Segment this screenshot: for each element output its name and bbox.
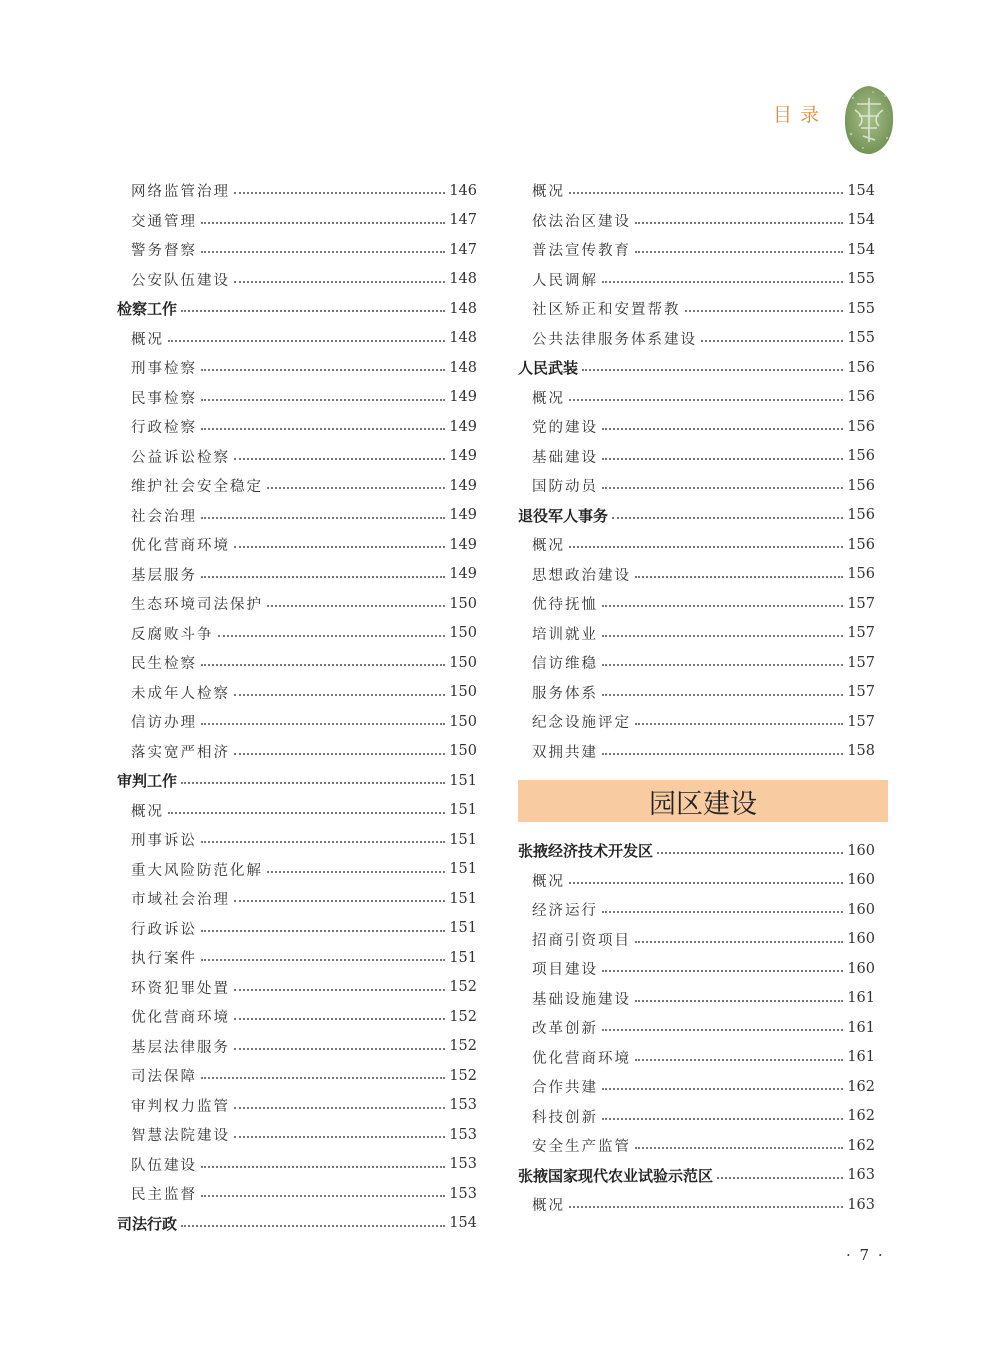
toc-entry-title: 民事检察 — [131, 390, 197, 407]
dot-leader — [569, 1205, 843, 1208]
toc-entry-title: 优化营商环境 — [131, 1010, 230, 1027]
toc-entry-page: 154 — [847, 212, 875, 229]
dot-leader — [717, 1176, 843, 1179]
toc-entry[interactable] — [518, 530, 875, 560]
toc-entry[interactable] — [518, 707, 875, 737]
toc-entry-title: 纪念设施评定 — [532, 715, 631, 732]
toc-entry[interactable] — [518, 895, 875, 925]
dot-leader — [602, 910, 843, 913]
dot-leader — [635, 1058, 843, 1061]
toc-entry-page: 146 — [449, 182, 477, 199]
toc-entry-page: 161 — [847, 990, 875, 1007]
toc-entry-title: 项目建设 — [532, 962, 598, 979]
dot-leader — [201, 663, 445, 666]
toc-entry-page: 151 — [449, 949, 477, 966]
dot-leader — [168, 339, 445, 342]
toc-entry[interactable] — [117, 324, 477, 354]
toc-right-top-list — [518, 176, 875, 766]
toc-section-entry[interactable] — [117, 766, 477, 796]
toc-entry-page: 147 — [449, 241, 477, 258]
toc-entry[interactable] — [117, 943, 477, 973]
toc-entry[interactable] — [518, 925, 875, 955]
toc-left-column — [117, 176, 477, 1238]
toc-entry[interactable] — [117, 589, 477, 619]
toc-entry-page: 162 — [847, 1108, 875, 1125]
dot-leader — [181, 781, 445, 784]
toc-entry-title: 社区矫正和安置帮教 — [532, 302, 681, 319]
toc-entry-title: 依法治区建设 — [532, 213, 631, 230]
toc-entry-page: 156 — [847, 418, 875, 435]
dot-leader — [635, 221, 843, 224]
toc-entry-title: 环资犯罪处置 — [131, 980, 230, 997]
toc-entry[interactable] — [518, 1190, 875, 1220]
toc-entry-title: 公安队伍建设 — [131, 272, 230, 289]
toc-entry-title: 落实宽严相济 — [131, 744, 230, 761]
toc-entry[interactable] — [117, 235, 477, 265]
toc-entry-page: 149 — [449, 566, 477, 583]
toc-entry-page: 148 — [449, 300, 477, 317]
toc-entry-page: 150 — [449, 654, 477, 671]
dot-leader — [201, 398, 445, 401]
toc-entry-title: 信访维稳 — [532, 656, 598, 673]
toc-entry-title: 检察工作 — [117, 300, 178, 319]
toc-entry[interactable] — [518, 1013, 875, 1043]
dot-leader — [657, 851, 843, 854]
dot-leader — [267, 604, 445, 607]
toc-entry[interactable] — [117, 619, 477, 649]
toc-entry[interactable] — [117, 530, 477, 560]
toc-entry-page: 152 — [449, 1038, 477, 1055]
toc-entry-title: 警务督察 — [131, 243, 197, 260]
toc-entry-page: 158 — [847, 743, 875, 760]
toc-entry-title: 党的建设 — [532, 420, 598, 437]
dot-leader — [582, 368, 843, 371]
seal-stamp-icon — [843, 84, 895, 156]
toc-entry-page: 147 — [449, 212, 477, 229]
toc-entry[interactable] — [518, 954, 875, 984]
toc-entry-title: 服务体系 — [532, 685, 598, 702]
toc-entry-title: 民主监督 — [131, 1187, 197, 1204]
toc-entry-title: 重大风险防范化解 — [131, 862, 263, 879]
dot-leader — [201, 1076, 445, 1079]
toc-entry[interactable] — [117, 1150, 477, 1180]
dot-leader — [201, 250, 445, 253]
toc-entry-page: 163 — [847, 1196, 875, 1213]
toc-entry-page: 154 — [449, 1215, 477, 1232]
dot-leader — [569, 398, 843, 401]
toc-entry[interactable] — [518, 1102, 875, 1132]
toc-entry-page: 156 — [847, 536, 875, 553]
toc-entry[interactable] — [117, 353, 477, 383]
dot-leader — [234, 1017, 445, 1020]
toc-entry-page: 157 — [847, 654, 875, 671]
dot-leader — [602, 752, 843, 755]
dot-leader — [612, 516, 843, 519]
toc-entry-title: 行政诉讼 — [131, 921, 197, 938]
toc-entry-title: 国防动员 — [532, 479, 598, 496]
toc-entry-page: 149 — [449, 448, 477, 465]
toc-entry-title: 司法行政 — [117, 1214, 178, 1233]
toc-entry[interactable] — [518, 235, 875, 265]
dot-leader — [569, 881, 843, 884]
toc-entry[interactable] — [518, 206, 875, 236]
dot-leader — [234, 1135, 445, 1138]
dot-leader — [201, 1194, 445, 1197]
toc-entry-title: 双拥共建 — [532, 744, 598, 761]
toc-entry-title: 队伍建设 — [131, 1157, 197, 1174]
toc-entry-title: 未成年人检察 — [131, 685, 230, 702]
toc-entry-page: 160 — [847, 931, 875, 948]
toc-entry[interactable] — [518, 560, 875, 590]
toc-entry-title: 执行案件 — [131, 951, 197, 968]
toc-entry-page: 160 — [847, 872, 875, 889]
toc-entry-page: 153 — [449, 1156, 477, 1173]
toc-entry-title: 反腐败斗争 — [131, 626, 214, 643]
toc-entry-page: 148 — [449, 271, 477, 288]
toc-entry-page: 151 — [449, 831, 477, 848]
toc-entry-title: 普法宣传教育 — [532, 243, 631, 260]
toc-entry[interactable] — [117, 1061, 477, 1091]
toc-entry-page: 152 — [449, 1008, 477, 1025]
dot-leader — [201, 958, 445, 961]
toc-entry-title: 行政检察 — [131, 420, 197, 437]
toc-entry[interactable] — [518, 442, 875, 472]
toc-entry[interactable] — [117, 1032, 477, 1062]
toc-entry-title: 张掖经济技术开发区 — [518, 842, 654, 861]
toc-entry-page: 156 — [847, 477, 875, 494]
dot-leader — [234, 280, 445, 283]
toc-entry-title: 退役军人事务 — [518, 506, 609, 525]
toc-entry-page: 155 — [847, 271, 875, 288]
toc-entry[interactable] — [117, 560, 477, 590]
toc-entry-page: 149 — [449, 536, 477, 553]
toc-entry[interactable] — [518, 176, 875, 206]
toc-entry-title: 合作共建 — [532, 1080, 598, 1097]
dot-leader — [602, 486, 843, 489]
toc-entry-page: 160 — [847, 901, 875, 918]
dot-leader — [181, 309, 445, 312]
toc-entry-page: 153 — [449, 1185, 477, 1202]
toc-entry-page: 163 — [847, 1167, 875, 1184]
toc-entry-title: 基础设施建设 — [532, 991, 631, 1008]
toc-entry[interactable] — [117, 825, 477, 855]
toc-entry[interactable] — [518, 412, 875, 442]
toc-entry-title: 基层服务 — [131, 567, 197, 584]
toc-entry[interactable] — [518, 737, 875, 767]
toc-entry-page: 156 — [847, 359, 875, 376]
dot-leader — [181, 1224, 445, 1227]
toc-entry-page: 157 — [847, 625, 875, 642]
toc-entry-title: 培训就业 — [532, 626, 598, 643]
toc-entry-page: 149 — [449, 418, 477, 435]
dot-leader — [234, 752, 445, 755]
toc-entry-title: 概况 — [532, 873, 565, 890]
dot-leader — [234, 988, 445, 991]
dot-leader — [569, 191, 843, 194]
dot-leader — [602, 457, 843, 460]
toc-entry-page: 148 — [449, 359, 477, 376]
toc-entry-title: 网络监管治理 — [131, 184, 230, 201]
dot-leader — [201, 722, 445, 725]
toc-section-entry[interactable] — [117, 1209, 477, 1239]
toc-entry-title: 思想政治建设 — [532, 567, 631, 584]
dot-leader — [267, 870, 445, 873]
toc-entry-page: 151 — [449, 772, 477, 789]
toc-entry[interactable] — [518, 678, 875, 708]
toc-entry[interactable] — [518, 1131, 875, 1161]
dot-leader — [602, 1117, 843, 1120]
toc-entry[interactable] — [117, 914, 477, 944]
dot-leader — [168, 811, 445, 814]
toc-entry[interactable] — [117, 648, 477, 678]
toc-entry-title: 优化营商环境 — [131, 538, 230, 555]
dot-leader — [201, 516, 445, 519]
toc-entry[interactable] — [117, 501, 477, 531]
dot-leader — [234, 545, 445, 548]
toc-entry-page: 157 — [847, 713, 875, 730]
toc-entry-title: 概况 — [131, 331, 164, 348]
dot-leader — [201, 427, 445, 430]
toc-entry-page: 161 — [847, 1019, 875, 1036]
dot-leader — [234, 899, 445, 902]
dot-leader — [602, 969, 843, 972]
toc-entry[interactable] — [518, 471, 875, 501]
toc-entry-page: 150 — [449, 684, 477, 701]
toc-entry-title: 信访办理 — [131, 715, 197, 732]
dot-leader — [234, 693, 445, 696]
toc-entry-title: 公益诉讼检察 — [131, 449, 230, 466]
dot-leader — [234, 457, 445, 460]
toc-entry-title: 优化营商环境 — [532, 1050, 631, 1067]
toc-entry-page: 156 — [847, 389, 875, 406]
dot-leader — [201, 368, 445, 371]
dot-leader — [602, 634, 843, 637]
toc-entry[interactable] — [518, 1072, 875, 1102]
toc-entry[interactable] — [117, 1120, 477, 1150]
toc-entry[interactable] — [117, 737, 477, 767]
dot-leader — [602, 693, 843, 696]
toc-entry-title: 概况 — [131, 803, 164, 820]
toc-entry-title: 公共法律服务体系建设 — [532, 331, 697, 348]
toc-entry[interactable] — [117, 678, 477, 708]
toc-entry-title: 交通管理 — [131, 213, 197, 230]
dot-leader — [267, 486, 445, 489]
dot-leader — [635, 722, 843, 725]
toc-entry[interactable] — [518, 619, 875, 649]
toc-entry-page: 150 — [449, 713, 477, 730]
toc-entry[interactable] — [117, 265, 477, 295]
dot-leader — [635, 940, 843, 943]
toc-entry-page: 150 — [449, 625, 477, 642]
toc-entry[interactable] — [518, 383, 875, 413]
toc-entry-title: 科技创新 — [532, 1109, 598, 1126]
toc-entry-page: 162 — [847, 1078, 875, 1095]
toc-section-entry[interactable] — [518, 353, 875, 383]
toc-entry[interactable] — [117, 176, 477, 206]
dot-leader — [602, 663, 843, 666]
dot-leader — [201, 221, 445, 224]
toc-entry-title: 审判工作 — [117, 772, 178, 791]
toc-entry-page: 151 — [449, 802, 477, 819]
page-number: · 7 · — [846, 1246, 885, 1264]
dot-leader — [635, 1146, 843, 1149]
dot-leader — [201, 1165, 445, 1168]
toc-entry[interactable] — [117, 412, 477, 442]
toc-entry-title: 民生检察 — [131, 656, 197, 673]
toc-entry[interactable] — [117, 471, 477, 501]
toc-entry-title: 概况 — [532, 538, 565, 555]
toc-entry-page: 148 — [449, 330, 477, 347]
toc-entry-title: 概况 — [532, 1198, 565, 1215]
toc-entry-title: 司法保障 — [131, 1069, 197, 1086]
toc-section-entry[interactable] — [518, 836, 875, 866]
toc-entry[interactable] — [518, 984, 875, 1014]
toc-entry-title: 刑事诉讼 — [131, 833, 197, 850]
toc-entry-page: 151 — [449, 890, 477, 907]
toc-entry-title: 安全生产监管 — [532, 1139, 631, 1156]
page-title: 目录 — [773, 104, 828, 126]
toc-entry-page: 160 — [847, 842, 875, 859]
toc-entry-title: 改革创新 — [532, 1021, 598, 1038]
toc-entry-title: 人民武装 — [518, 359, 579, 378]
toc-entry[interactable] — [117, 796, 477, 826]
dot-leader — [602, 604, 843, 607]
toc-entry[interactable] — [117, 1002, 477, 1032]
toc-entry-title: 社会治理 — [131, 508, 197, 525]
section-banner-title: 园区建设 — [649, 788, 757, 820]
dot-leader — [602, 1028, 843, 1031]
toc-entry-page: 155 — [847, 300, 875, 317]
toc-entry[interactable] — [117, 1179, 477, 1209]
dot-leader — [635, 250, 843, 253]
toc-entry[interactable] — [117, 707, 477, 737]
toc-entry-title: 生态环境司法保护 — [131, 597, 263, 614]
dot-leader — [602, 427, 843, 430]
toc-entry-page: 152 — [449, 979, 477, 996]
toc-entry-title: 维护社会安全稳定 — [131, 479, 263, 496]
dot-leader — [234, 1047, 445, 1050]
toc-entry-page: 153 — [449, 1097, 477, 1114]
dot-leader — [635, 999, 843, 1002]
dot-leader — [602, 280, 843, 283]
dot-leader — [201, 929, 445, 932]
toc-entry-page: 156 — [847, 507, 875, 524]
toc-entry[interactable] — [518, 589, 875, 619]
toc-right-column — [518, 176, 875, 1220]
dot-leader — [201, 575, 445, 578]
toc-entry-page: 151 — [449, 920, 477, 937]
toc-entry[interactable] — [117, 206, 477, 236]
toc-section-entry[interactable] — [518, 501, 875, 531]
toc-entry[interactable] — [117, 383, 477, 413]
dot-leader — [635, 575, 843, 578]
toc-entry-page: 151 — [449, 861, 477, 878]
toc-entry[interactable] — [518, 1043, 875, 1073]
toc-entry-page: 157 — [847, 595, 875, 612]
toc-right-bottom-list — [518, 836, 875, 1220]
dot-leader — [218, 634, 446, 637]
dot-leader — [234, 191, 445, 194]
toc-entry-title: 概况 — [532, 184, 565, 201]
toc-entry[interactable] — [518, 866, 875, 896]
dot-leader — [569, 545, 843, 548]
toc-entry-page: 153 — [449, 1126, 477, 1143]
toc-entry-page: 150 — [449, 743, 477, 760]
dot-leader — [234, 1106, 445, 1109]
toc-entry-title: 审判权力监管 — [131, 1098, 230, 1115]
toc-section-entry[interactable] — [117, 294, 477, 324]
toc-entry-title: 智慧法院建设 — [131, 1128, 230, 1145]
toc-entry[interactable] — [518, 294, 875, 324]
toc-entry-title: 人民调解 — [532, 272, 598, 289]
toc-entry[interactable] — [117, 855, 477, 885]
toc-entry-page: 149 — [449, 507, 477, 524]
toc-entry-title: 张掖国家现代农业试验示范区 — [518, 1166, 714, 1185]
toc-section-entry[interactable] — [518, 1161, 875, 1191]
toc-entry-page: 154 — [847, 241, 875, 258]
toc-entry-page: 152 — [449, 1067, 477, 1084]
toc-entry-title: 招商引资项目 — [532, 932, 631, 949]
toc-entry[interactable] — [117, 884, 477, 914]
toc-entry-page: 160 — [847, 960, 875, 977]
toc-entry-page: 156 — [847, 448, 875, 465]
toc-entry-page: 156 — [847, 566, 875, 583]
toc-entry[interactable] — [518, 324, 875, 354]
toc-entry-page: 157 — [847, 684, 875, 701]
toc-entry[interactable] — [117, 1091, 477, 1121]
toc-entry-page: 155 — [847, 330, 875, 347]
section-banner — [518, 780, 888, 822]
dot-leader — [701, 339, 843, 342]
toc-entry-title: 概况 — [532, 390, 565, 407]
toc-entry[interactable] — [117, 442, 477, 472]
toc-entry-page: 149 — [449, 477, 477, 494]
toc-entry-title: 基础建设 — [532, 449, 598, 466]
toc-entry-page: 162 — [847, 1137, 875, 1154]
toc-entry-title: 优待抚恤 — [532, 597, 598, 614]
dot-leader — [201, 840, 445, 843]
dot-leader — [685, 309, 844, 312]
toc-entry-page: 154 — [847, 182, 875, 199]
toc-entry-title: 基层法律服务 — [131, 1039, 230, 1056]
toc-entry-page: 149 — [449, 389, 477, 406]
toc-entry-title: 经济运行 — [532, 903, 598, 920]
toc-entry-title: 市域社会治理 — [131, 892, 230, 909]
toc-entry[interactable] — [518, 648, 875, 678]
toc-entry[interactable] — [518, 265, 875, 295]
toc-entry[interactable] — [117, 973, 477, 1003]
dot-leader — [602, 1087, 843, 1090]
toc-entry-title: 刑事检察 — [131, 361, 197, 378]
toc-entry-page: 150 — [449, 595, 477, 612]
toc-entry-page: 161 — [847, 1049, 875, 1066]
